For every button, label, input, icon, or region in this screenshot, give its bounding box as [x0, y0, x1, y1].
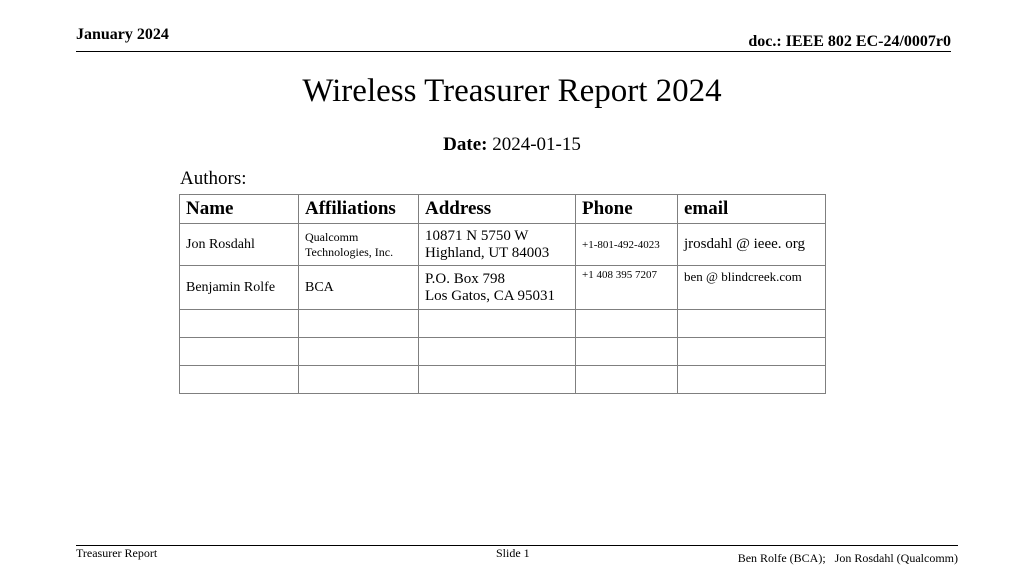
cell-empty [180, 310, 299, 338]
address-line: Los Gatos, CA 95031 [425, 287, 556, 304]
cell-empty [419, 366, 576, 394]
date-value: 2024-01-15 [487, 134, 581, 155]
authors-label: Authors: [180, 168, 247, 189]
cell-address [419, 266, 576, 310]
table-row [180, 310, 826, 338]
address-line: P.O. Box 798 [425, 270, 506, 287]
cell-empty [299, 366, 419, 394]
cell-empty [180, 366, 299, 394]
table-row [180, 224, 826, 266]
date-line [0, 134, 1024, 156]
slide-title: Wireless Treasurer Report 2024 [302, 73, 722, 109]
cell-phone: +1 408 395 7207 [576, 266, 678, 310]
cell-address [419, 224, 576, 266]
date-label: Date: [443, 134, 488, 155]
table-header-row [180, 195, 826, 224]
cell-name: Jon Rosdahl [180, 224, 299, 266]
header-address: Address [419, 195, 576, 224]
table-row [180, 266, 826, 310]
header-name: Name [180, 195, 299, 224]
header-phone: Phone [576, 195, 678, 224]
table-row [180, 338, 826, 366]
cell-empty [299, 338, 419, 366]
address-line: 10871 N 5750 W [425, 227, 529, 244]
header-date: January 2024 [76, 26, 169, 43]
cell-empty [678, 338, 826, 366]
footer-authors: Ben Rolfe (BCA); Jon Rosdahl (Qualcomm) [737, 551, 958, 565]
header-doc-id: doc.: IEEE 802 EC-24/0007r0 [748, 33, 951, 50]
footer-slide-number: Slide 1 [496, 546, 530, 560]
affiliation-line: Technologies, Inc. [305, 244, 394, 259]
cell-empty [678, 310, 826, 338]
cell-empty [299, 310, 419, 338]
cell-email: ben @ blindcreek.com [678, 266, 826, 310]
cell-empty [576, 338, 678, 366]
table-row [180, 366, 826, 394]
cell-empty [576, 366, 678, 394]
footer-title: Treasurer Report [76, 546, 158, 560]
cell-empty [180, 338, 299, 366]
cell-name: Benjamin Rolfe [180, 266, 299, 310]
cell-empty [678, 366, 826, 394]
cell-empty [419, 338, 576, 366]
cell-email: jrosdahl @ ieee. org [678, 224, 826, 266]
cell-empty [419, 310, 576, 338]
header-affiliations: Affiliations [299, 195, 419, 224]
cell-affiliation [299, 224, 419, 266]
address-line: Highland, UT 84003 [425, 244, 550, 261]
affiliation-line: Qualcomm [305, 229, 359, 244]
cell-empty [576, 310, 678, 338]
header-divider [76, 51, 951, 52]
cell-phone: +1-801-492-4023 [576, 224, 678, 266]
header-email: email [678, 195, 826, 224]
authors-table [179, 194, 826, 394]
cell-affiliation: BCA [299, 266, 419, 310]
